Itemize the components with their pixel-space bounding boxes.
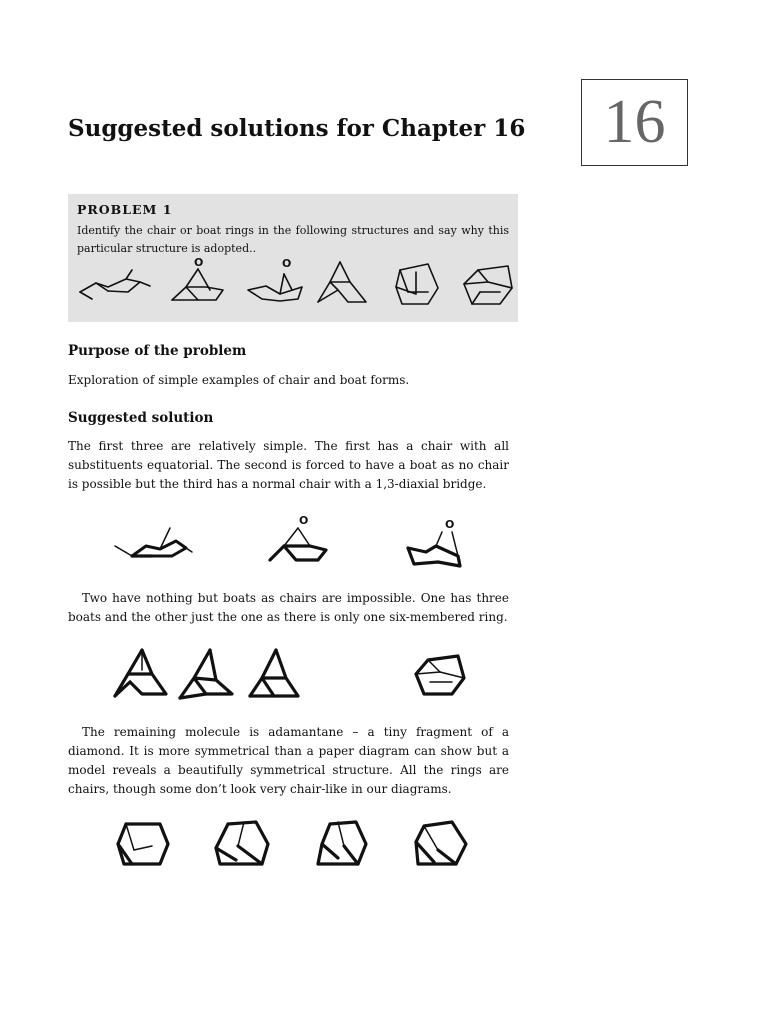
figure-bicyclo-boat-1 xyxy=(115,650,166,696)
page-title: Suggested solutions for Chapter 16 xyxy=(68,115,526,142)
chapter-number-box xyxy=(581,79,688,166)
figure-cage xyxy=(416,656,464,694)
structure-bicyclo-boat xyxy=(318,262,366,302)
structure-oxa-boat xyxy=(172,256,223,300)
problem-heading: PROBLEM 1 xyxy=(77,202,173,217)
structure-adamantane xyxy=(396,264,438,304)
solution-heading: Suggested solution xyxy=(68,410,214,426)
structure-oxa-chair xyxy=(248,257,302,301)
figure-oxa-boat xyxy=(270,514,326,560)
figure-oxygen-label-2: O xyxy=(445,518,455,531)
figure-adamantane-4 xyxy=(416,822,466,864)
figure-row-1 xyxy=(0,508,768,570)
figure-oxygen-label: O xyxy=(299,514,309,527)
oxygen-label-2: O xyxy=(282,257,292,270)
structure-cage xyxy=(464,266,512,304)
purpose-heading: Purpose of the problem xyxy=(68,343,247,359)
purpose-text: Exploration of simple examples of chair and boat forms. xyxy=(68,373,410,387)
structure-chair-substituted xyxy=(80,270,150,299)
problem-text: Identify the chair or boat rings in the following structures and say why this particular structure is adopted.. xyxy=(77,224,509,255)
figure-row-3 xyxy=(0,812,768,874)
figure-bicyclo-boat-3 xyxy=(250,650,298,696)
figure-bicyclo-boat-2 xyxy=(180,650,232,698)
figure-adamantane-2 xyxy=(216,822,268,864)
figure-oxa-chair xyxy=(408,518,460,566)
figure-row-2 xyxy=(0,640,768,706)
problem-box xyxy=(68,194,518,322)
solution-paragraph-3: The remaining molecule is adamantane – a tiny fragment of a diamond. It is more symmetrical than a paper diagram can show but a model reveals a beautifully symmetrical structure. All the rings are chairs, though some don’t look very chair-like in our diagrams. xyxy=(68,725,509,796)
figure-adamantane-1 xyxy=(118,824,168,864)
figure-chair-equatorial xyxy=(115,528,192,556)
oxygen-label: O xyxy=(194,256,204,269)
chapter-number: 16 xyxy=(603,88,666,156)
solution-paragraph-1: The first three are relatively simple. The first has a chair with all substituents equatorial. The second is forced to have a boat as no chair is possible but the third has a normal chair with a 1,3-diaxial bridge. xyxy=(68,439,509,491)
solution-paragraph-2: Two have nothing but boats as chairs are impossible. One has three boats and the other just the one as there is only one six-membered ring. xyxy=(68,591,509,624)
figure-adamantane-3 xyxy=(318,822,366,864)
problem-structures xyxy=(68,252,518,317)
